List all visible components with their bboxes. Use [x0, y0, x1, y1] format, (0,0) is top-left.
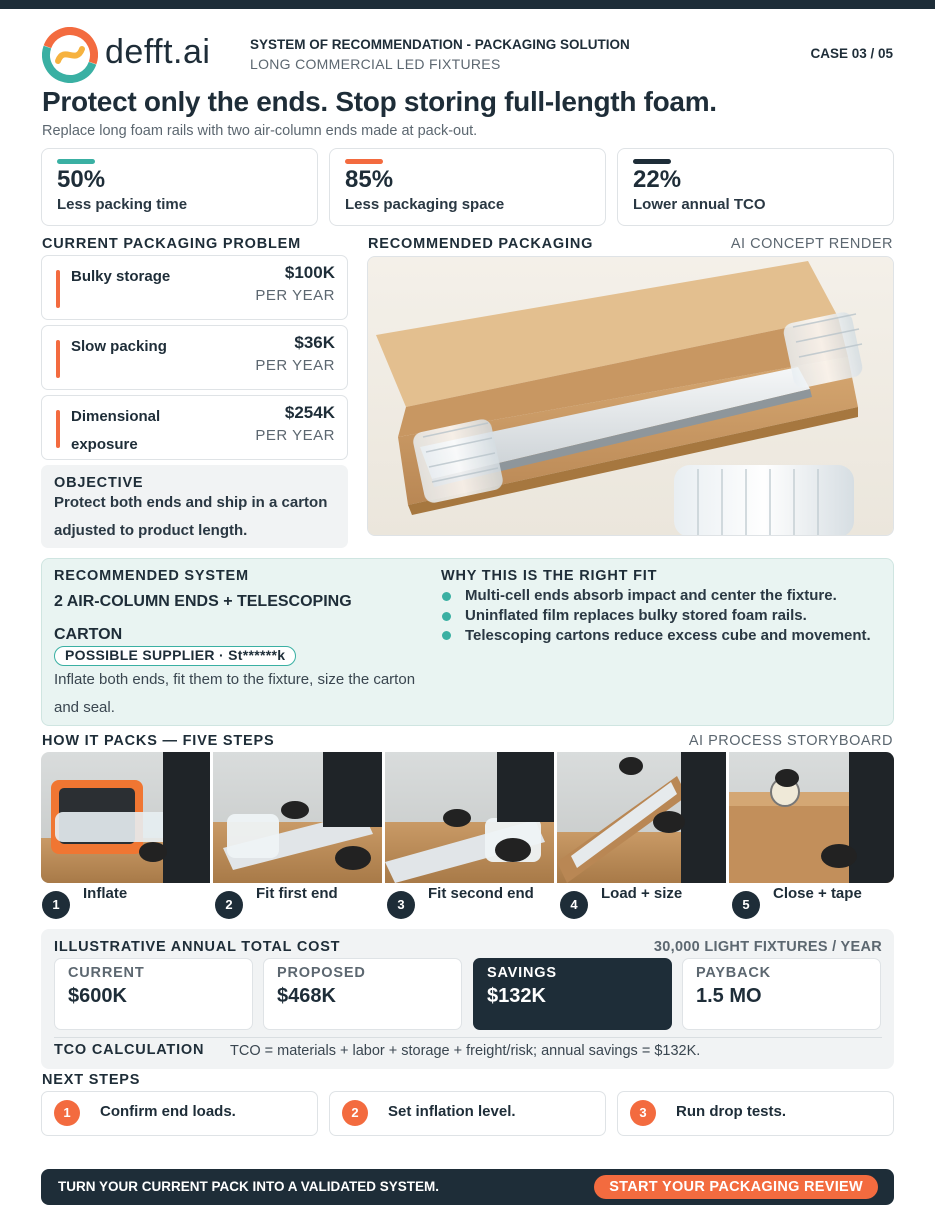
problem-accent [56, 340, 60, 378]
next-step-number: 1 [54, 1100, 80, 1126]
bullet-dot-icon [442, 612, 451, 621]
stat-accent-bar [345, 159, 383, 164]
tco-section [41, 929, 894, 1069]
step-label-close-tape: Close + tape [773, 885, 862, 902]
process-storyboard-image [41, 752, 894, 883]
top-bar [0, 0, 935, 9]
recommended-system-name: 2 AIR-COLUMN ENDS + TELESCOPING CARTON [54, 593, 352, 643]
problem-accent [56, 270, 60, 308]
tco-calc-title: TCO CALCULATION [54, 1042, 205, 1058]
problem-amount: $36K [294, 333, 335, 352]
tco-card-proposed [263, 958, 462, 1030]
why-fit-title: WHY THIS IS THE RIGHT FIT [441, 568, 658, 584]
next-steps-title: NEXT STEPS [42, 1072, 141, 1088]
headline: Protect only the ends. Stop storing full-length foam. [42, 86, 717, 117]
recommended-system-title: RECOMMENDED SYSTEM [54, 568, 249, 584]
stat-label: Lower annual TCO [633, 196, 766, 213]
step-number-2: 2 [215, 891, 243, 919]
problem-section-title: CURRENT PACKAGING PROBLEM [42, 236, 301, 252]
problem-period: PER YEAR [255, 427, 335, 444]
problem-name: Bulky storage [71, 268, 171, 285]
step-label-second-end: Fit second end [428, 885, 534, 902]
tco-card-key: CURRENT [68, 965, 145, 981]
next-step-label: Confirm end loads. [100, 1103, 236, 1120]
tco-card-value: $132K [487, 985, 546, 1007]
recommended-packaging-title: RECOMMENDED PACKAGING [368, 236, 594, 252]
list-item [441, 586, 891, 606]
stat-label: Less packing time [57, 196, 188, 213]
problem-period: PER YEAR [255, 357, 335, 374]
problem-item-packing [41, 325, 348, 390]
stat-accent-bar [633, 159, 671, 164]
logo-swirl-icon [42, 27, 98, 83]
start-review-button[interactable]: START YOUR PACKAGING REVIEW [594, 1175, 878, 1199]
tco-card-value: $468K [277, 985, 336, 1007]
problem-amount: $100K [284, 263, 335, 282]
problem-accent [56, 410, 60, 448]
stat-value: 22% [633, 166, 682, 193]
objective-title: OBJECTIVE [54, 475, 144, 491]
list-item [441, 622, 891, 650]
bullet-dot-icon [442, 592, 451, 601]
supplier-badge: POSSIBLE SUPPLIER · St******k [54, 646, 296, 666]
brand-logo [42, 27, 242, 83]
subheadline: Replace long foam rails with two air-column ends made at pack-out. [42, 123, 478, 139]
stat-accent-bar [57, 159, 95, 164]
tco-card-current [54, 958, 253, 1030]
product-category: LONG COMMERCIAL LED FIXTURES [250, 56, 501, 72]
step-number-3: 3 [387, 891, 415, 919]
problem-item-storage [41, 255, 348, 320]
next-step-inflation [329, 1091, 606, 1136]
step-number-4: 4 [560, 891, 588, 919]
brand-name: defft.ai [105, 33, 211, 71]
next-step-label: Run drop tests. [676, 1103, 787, 1120]
tco-card-value: $600K [68, 985, 127, 1007]
storyboard-tag: AI PROCESS STORYBOARD [688, 733, 893, 749]
tco-card-savings [473, 958, 672, 1030]
next-step-number: 3 [630, 1100, 656, 1126]
stat-value: 85% [345, 166, 394, 193]
stat-label: Less packaging space [345, 196, 505, 213]
stat-card-time [41, 148, 318, 226]
next-step-number: 2 [342, 1100, 368, 1126]
tco-card-key: SAVINGS [487, 965, 557, 981]
problem-name: Slow packing [71, 338, 167, 355]
problem-amount: $254K [284, 403, 335, 422]
recommended-system-description: Inflate both ends, fit them to the fixture, size the carton and seal. [54, 671, 416, 716]
system-label: SYSTEM OF RECOMMENDATION - PACKAGING SOLUTION [250, 37, 630, 52]
step-label-inflate: Inflate [83, 885, 128, 902]
tco-card-value: 1.5 MO [696, 985, 762, 1007]
step-number-1: 1 [42, 891, 70, 919]
next-step-confirm-loads [41, 1091, 318, 1136]
bullet-dot-icon [442, 631, 451, 640]
step-label-first-end: Fit first end [256, 885, 338, 902]
steps-section-title: HOW IT PACKS — FIVE STEPS [42, 733, 275, 749]
tco-card-payback [682, 958, 881, 1030]
cta-text: TURN YOUR CURRENT PACK INTO A VALIDATED SYSTEM. [58, 1179, 440, 1194]
stat-card-tco [617, 148, 894, 226]
objective-box [41, 465, 348, 548]
recommended-system-box [41, 558, 894, 726]
step-number-5: 5 [732, 891, 760, 919]
why-fit-list [441, 586, 891, 650]
stat-card-space [329, 148, 606, 226]
tco-card-key: PROPOSED [277, 965, 366, 981]
problem-period: PER YEAR [255, 287, 335, 304]
step-label-load-size: Load + size [601, 885, 683, 902]
list-item-text: Uninflated film replaces bulky stored foam rails. [465, 607, 807, 624]
tco-volume: 30,000 LIGHT FIXTURES / YEAR [653, 939, 882, 955]
packaging-render-image [367, 256, 894, 536]
stat-value: 50% [57, 166, 106, 193]
tco-card-key: PAYBACK [696, 965, 771, 981]
tco-title: ILLUSTRATIVE ANNUAL TOTAL COST [54, 939, 341, 955]
cta-banner [41, 1169, 894, 1205]
case-number: CASE 03 / 05 [810, 46, 893, 61]
next-step-label: Set inflation level. [388, 1103, 516, 1120]
objective-text: Protect both ends and ship in a carton adjusted to product length. [54, 494, 328, 539]
list-item-text: Telescoping cartons reduce excess cube and movement. [465, 627, 871, 644]
list-item-text: Multi-cell ends absorb impact and center the fixture. [465, 587, 837, 604]
divider [54, 1037, 882, 1038]
problem-item-dimensional [41, 395, 348, 460]
concept-render-tag: AI CONCEPT RENDER [730, 236, 893, 252]
next-step-drop-tests [617, 1091, 894, 1136]
tco-calc-formula: TCO = materials + labor + storage + freight/risk; annual savings = $132K. [230, 1043, 701, 1059]
problem-name: Dimensional exposure [71, 408, 161, 453]
